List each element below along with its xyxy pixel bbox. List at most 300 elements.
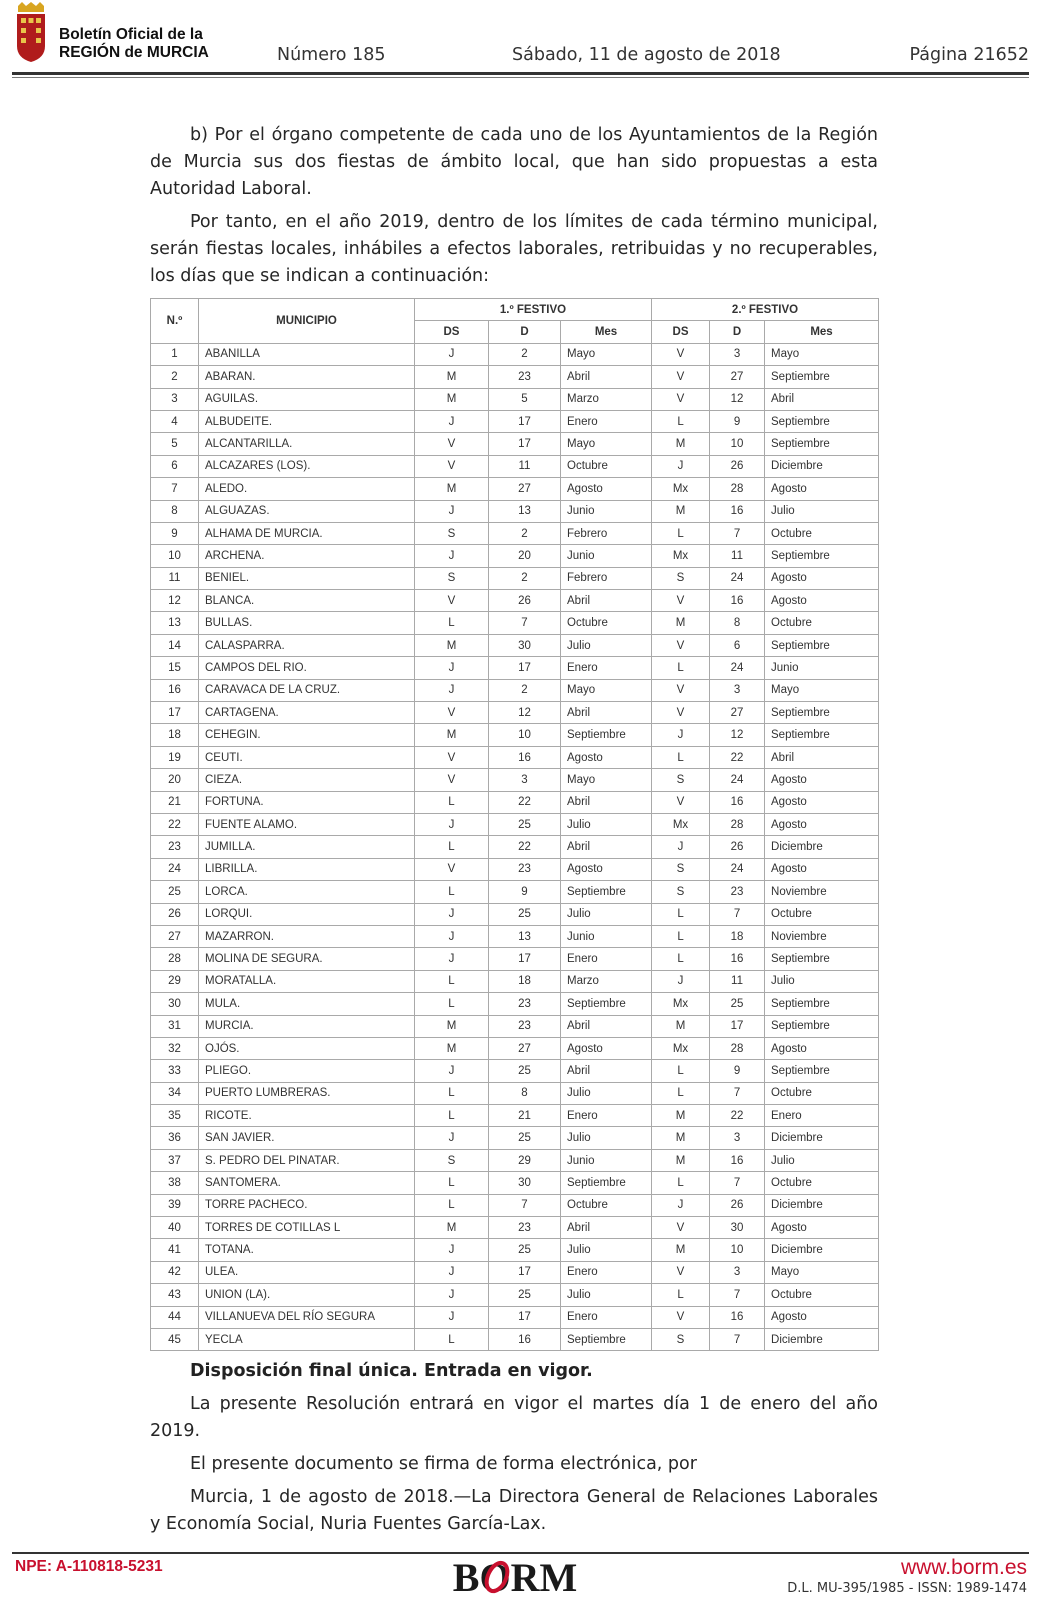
paragraph: La presente Resolución entrará en vigor el martes día 1 de enero del año 2019. — [150, 1394, 878, 1441]
municipality-cell: AGUILAS. — [199, 388, 415, 410]
col-header-number: N.º — [151, 299, 199, 344]
row-number-cell: 35 — [151, 1105, 199, 1127]
table-row — [151, 455, 879, 477]
second-day-cell: 26 — [710, 1194, 765, 1216]
issue-number: Número 185 — [277, 45, 386, 65]
first-month-cell: Enero — [561, 657, 652, 679]
row-number-cell: 18 — [151, 724, 199, 746]
table-row — [151, 679, 879, 701]
first-month-cell: Enero — [561, 948, 652, 970]
section-heading: Disposición final única. Entrada en vigor. — [190, 1361, 593, 1381]
col-header-municipality: MUNICIPIO — [199, 299, 415, 344]
first-month-cell: Mayo — [561, 769, 652, 791]
row-number-cell: 23 — [151, 836, 199, 858]
first-weekday-cell: J — [415, 545, 489, 567]
municipality-cell: LIBRILLA. — [199, 858, 415, 880]
table-row — [151, 1127, 879, 1149]
municipality-cell: BENIEL. — [199, 567, 415, 589]
first-month-cell: Julio — [561, 903, 652, 925]
row-number-cell: 19 — [151, 746, 199, 768]
first-weekday-cell: L — [415, 881, 489, 903]
table-row — [151, 478, 879, 500]
row-number-cell: 2 — [151, 366, 199, 388]
second-weekday-cell: S — [652, 769, 710, 791]
first-day-cell: 23 — [489, 858, 561, 880]
legal-deposit: D.L. MU-395/1985 - ISSN: 1989-1474 — [787, 1581, 1027, 1596]
second-day-cell: 3 — [710, 1261, 765, 1283]
second-weekday-cell: S — [652, 881, 710, 903]
first-month-cell: Julio — [561, 1239, 652, 1261]
first-weekday-cell: V — [415, 769, 489, 791]
second-month-cell: Noviembre — [765, 881, 879, 903]
row-number-cell: 5 — [151, 433, 199, 455]
first-month-cell: Abril — [561, 791, 652, 813]
first-weekday-cell: V — [415, 858, 489, 880]
first-month-cell: Junio — [561, 545, 652, 567]
first-month-cell: Junio — [561, 1149, 652, 1171]
first-day-cell: 23 — [489, 1217, 561, 1239]
second-month-cell: Octubre — [765, 1172, 879, 1194]
first-day-cell: 17 — [489, 410, 561, 432]
first-month-cell: Julio — [561, 1127, 652, 1149]
first-month-cell: Febrero — [561, 567, 652, 589]
second-month-cell: Septiembre — [765, 634, 879, 656]
second-day-cell: 25 — [710, 993, 765, 1015]
first-day-cell: 30 — [489, 1172, 561, 1194]
first-weekday-cell: J — [415, 1239, 489, 1261]
row-number-cell: 27 — [151, 925, 199, 947]
second-weekday-cell: L — [652, 657, 710, 679]
local-holidays-table — [150, 298, 879, 1351]
municipality-cell: TORRE PACHECO. — [199, 1194, 415, 1216]
second-day-cell: 22 — [710, 746, 765, 768]
second-weekday-cell: V — [652, 634, 710, 656]
second-day-cell: 24 — [710, 769, 765, 791]
brand-line-2: REGIÓN de MURCIA — [59, 44, 209, 61]
first-weekday-cell: J — [415, 410, 489, 432]
second-day-cell: 28 — [710, 1037, 765, 1059]
second-day-cell: 18 — [710, 925, 765, 947]
first-weekday-cell: L — [415, 1172, 489, 1194]
table-row — [151, 410, 879, 432]
second-weekday-cell: L — [652, 1082, 710, 1104]
first-month-cell: Marzo — [561, 970, 652, 992]
second-day-cell: 16 — [710, 948, 765, 970]
municipality-cell: ALGUAZAS. — [199, 500, 415, 522]
second-month-cell: Mayo — [765, 1261, 879, 1283]
row-number-cell: 7 — [151, 478, 199, 500]
second-weekday-cell: J — [652, 1194, 710, 1216]
second-day-cell: 17 — [710, 1015, 765, 1037]
second-day-cell: 12 — [710, 724, 765, 746]
municipality-cell: BLANCA. — [199, 590, 415, 612]
first-weekday-cell: J — [415, 1127, 489, 1149]
row-number-cell: 45 — [151, 1328, 199, 1350]
second-month-cell: Septiembre — [765, 366, 879, 388]
first-weekday-cell: L — [415, 791, 489, 813]
first-weekday-cell: M — [415, 478, 489, 500]
first-month-cell: Julio — [561, 634, 652, 656]
table-row — [151, 657, 879, 679]
table-row — [151, 1194, 879, 1216]
page-header — [12, 0, 1029, 80]
row-number-cell: 29 — [151, 970, 199, 992]
row-number-cell: 32 — [151, 1037, 199, 1059]
municipality-cell: MORATALLA. — [199, 970, 415, 992]
borm-logo — [440, 1555, 590, 1597]
header-rule — [12, 72, 1029, 75]
first-month-cell: Julio — [561, 1284, 652, 1306]
first-weekday-cell: J — [415, 1306, 489, 1328]
municipality-cell: PUERTO LUMBRERAS. — [199, 1082, 415, 1104]
first-day-cell: 2 — [489, 343, 561, 365]
municipality-cell: YECLA — [199, 1328, 415, 1350]
second-day-cell: 7 — [710, 903, 765, 925]
row-number-cell: 26 — [151, 903, 199, 925]
first-weekday-cell: L — [415, 1082, 489, 1104]
municipality-cell: UNION (LA). — [199, 1284, 415, 1306]
first-weekday-cell: L — [415, 1105, 489, 1127]
second-weekday-cell: L — [652, 1284, 710, 1306]
bulletin-brand — [59, 26, 209, 62]
first-weekday-cell: V — [415, 433, 489, 455]
municipality-cell: SANTOMERA. — [199, 1172, 415, 1194]
second-weekday-cell: Mx — [652, 478, 710, 500]
paragraph: Por tanto, en el año 2019, dentro de los límites de cada término municipal, serán fiestas locales, inhábiles a efectos laborales, retribuidas y no recuperables, los días que se indican a continuación: — [150, 212, 878, 286]
second-day-cell: 16 — [710, 590, 765, 612]
municipality-cell: MURCIA. — [199, 1015, 415, 1037]
second-weekday-cell: V — [652, 1217, 710, 1239]
signature-paragraph: Murcia, 1 de agosto de 2018.—La Directora General de Relaciones Laborales y Economía Social, Nuria Fuentes García-Lax. — [150, 1487, 878, 1534]
second-day-cell: 9 — [710, 410, 765, 432]
second-month-cell: Septiembre — [765, 1060, 879, 1082]
second-month-cell: Septiembre — [765, 724, 879, 746]
second-month-cell: Agosto — [765, 858, 879, 880]
second-month-cell: Agosto — [765, 567, 879, 589]
row-number-cell: 33 — [151, 1060, 199, 1082]
second-day-cell: 16 — [710, 500, 765, 522]
second-month-cell: Agosto — [765, 1037, 879, 1059]
second-day-cell: 7 — [710, 1082, 765, 1104]
second-weekday-cell: M — [652, 1239, 710, 1261]
first-weekday-cell: V — [415, 455, 489, 477]
first-weekday-cell: V — [415, 702, 489, 724]
municipality-cell: CARTAGENA. — [199, 702, 415, 724]
second-weekday-cell: V — [652, 702, 710, 724]
second-weekday-cell: J — [652, 724, 710, 746]
row-number-cell: 28 — [151, 948, 199, 970]
row-number-cell: 15 — [151, 657, 199, 679]
second-weekday-cell: J — [652, 455, 710, 477]
first-day-cell: 3 — [489, 769, 561, 791]
first-day-cell: 17 — [489, 433, 561, 455]
row-number-cell: 8 — [151, 500, 199, 522]
second-weekday-cell: V — [652, 1306, 710, 1328]
second-weekday-cell: L — [652, 948, 710, 970]
row-number-cell: 44 — [151, 1306, 199, 1328]
municipality-cell: OJÓS. — [199, 1037, 415, 1059]
municipality-cell: PLIEGO. — [199, 1060, 415, 1082]
row-number-cell: 24 — [151, 858, 199, 880]
second-day-cell: 23 — [710, 881, 765, 903]
second-month-cell: Septiembre — [765, 410, 879, 432]
table-row — [151, 1328, 879, 1350]
first-month-cell: Abril — [561, 1015, 652, 1037]
second-day-cell: 10 — [710, 1239, 765, 1261]
second-month-cell: Agosto — [765, 813, 879, 835]
first-day-cell: 17 — [489, 1261, 561, 1283]
second-day-cell: 28 — [710, 813, 765, 835]
col-header-month: Mes — [765, 321, 879, 343]
row-number-cell: 6 — [151, 455, 199, 477]
second-day-cell: 26 — [710, 455, 765, 477]
second-month-cell: Septiembre — [765, 433, 879, 455]
col-header-day: D — [489, 321, 561, 343]
first-month-cell: Septiembre — [561, 993, 652, 1015]
municipality-cell: S. PEDRO DEL PINATAR. — [199, 1149, 415, 1171]
first-month-cell: Julio — [561, 813, 652, 835]
second-weekday-cell: M — [652, 1015, 710, 1037]
second-weekday-cell: Mx — [652, 993, 710, 1015]
table-row — [151, 836, 879, 858]
table-row — [151, 1060, 879, 1082]
table-row — [151, 634, 879, 656]
first-day-cell: 10 — [489, 724, 561, 746]
first-weekday-cell: S — [415, 522, 489, 544]
row-number-cell: 43 — [151, 1284, 199, 1306]
first-month-cell: Mayo — [561, 679, 652, 701]
first-weekday-cell: M — [415, 1015, 489, 1037]
first-month-cell: Septiembre — [561, 881, 652, 903]
first-month-cell: Septiembre — [561, 724, 652, 746]
first-day-cell: 13 — [489, 925, 561, 947]
row-number-cell: 11 — [151, 567, 199, 589]
first-month-cell: Abril — [561, 366, 652, 388]
second-day-cell: 7 — [710, 1328, 765, 1350]
first-day-cell: 23 — [489, 1015, 561, 1037]
first-month-cell: Junio — [561, 925, 652, 947]
closing-section — [150, 1358, 878, 1544]
first-weekday-cell: L — [415, 970, 489, 992]
municipality-cell: CARAVACA DE LA CRUZ. — [199, 679, 415, 701]
table-row — [151, 746, 879, 768]
first-day-cell: 9 — [489, 881, 561, 903]
second-day-cell: 16 — [710, 1149, 765, 1171]
first-weekday-cell: J — [415, 903, 489, 925]
first-day-cell: 25 — [489, 1284, 561, 1306]
second-month-cell: Diciembre — [765, 1194, 879, 1216]
table-row — [151, 590, 879, 612]
second-day-cell: 11 — [710, 970, 765, 992]
table-row — [151, 791, 879, 813]
second-month-cell: Octubre — [765, 1082, 879, 1104]
first-weekday-cell: M — [415, 366, 489, 388]
municipality-cell: MULA. — [199, 993, 415, 1015]
municipality-cell: CEHEGIN. — [199, 724, 415, 746]
first-weekday-cell: L — [415, 1194, 489, 1216]
second-month-cell: Octubre — [765, 903, 879, 925]
row-number-cell: 12 — [151, 590, 199, 612]
municipality-cell: RICOTE. — [199, 1105, 415, 1127]
second-month-cell: Agosto — [765, 1217, 879, 1239]
first-day-cell: 16 — [489, 1328, 561, 1350]
municipality-cell: BULLAS. — [199, 612, 415, 634]
table-row — [151, 522, 879, 544]
second-weekday-cell: V — [652, 343, 710, 365]
table-row — [151, 1261, 879, 1283]
row-number-cell: 25 — [151, 881, 199, 903]
first-day-cell: 27 — [489, 1037, 561, 1059]
second-weekday-cell: L — [652, 1172, 710, 1194]
second-day-cell: 6 — [710, 634, 765, 656]
second-month-cell: Septiembre — [765, 948, 879, 970]
second-weekday-cell: S — [652, 858, 710, 880]
second-month-cell: Agosto — [765, 791, 879, 813]
first-day-cell: 8 — [489, 1082, 561, 1104]
col-header-month: Mes — [561, 321, 652, 343]
table-row — [151, 1105, 879, 1127]
table-row — [151, 1015, 879, 1037]
first-day-cell: 7 — [489, 612, 561, 634]
second-weekday-cell: S — [652, 1328, 710, 1350]
table-row — [151, 1284, 879, 1306]
second-day-cell: 7 — [710, 1284, 765, 1306]
first-day-cell: 18 — [489, 970, 561, 992]
second-month-cell: Julio — [765, 970, 879, 992]
table-row — [151, 612, 879, 634]
first-day-cell: 25 — [489, 903, 561, 925]
table-row — [151, 858, 879, 880]
first-weekday-cell: L — [415, 1328, 489, 1350]
second-month-cell: Agosto — [765, 1306, 879, 1328]
second-month-cell: Septiembre — [765, 1015, 879, 1037]
first-month-cell: Septiembre — [561, 1172, 652, 1194]
website-link[interactable]: www.borm.es — [900, 1556, 1027, 1579]
first-month-cell: Septiembre — [561, 1328, 652, 1350]
second-day-cell: 16 — [710, 1306, 765, 1328]
second-day-cell: 3 — [710, 1127, 765, 1149]
table-row — [151, 993, 879, 1015]
table-row — [151, 702, 879, 724]
second-weekday-cell: Mx — [652, 1037, 710, 1059]
second-month-cell: Septiembre — [765, 993, 879, 1015]
first-day-cell: 2 — [489, 567, 561, 589]
table-row — [151, 813, 879, 835]
brand-line-1: Boletín Oficial de la — [59, 26, 203, 43]
row-number-cell: 1 — [151, 343, 199, 365]
row-number-cell: 3 — [151, 388, 199, 410]
first-month-cell: Abril — [561, 1060, 652, 1082]
first-month-cell: Marzo — [561, 388, 652, 410]
first-month-cell: Abril — [561, 590, 652, 612]
municipality-cell: ABARAN. — [199, 366, 415, 388]
first-day-cell: 25 — [489, 813, 561, 835]
second-weekday-cell: L — [652, 522, 710, 544]
second-day-cell: 24 — [710, 657, 765, 679]
first-weekday-cell: J — [415, 925, 489, 947]
first-month-cell: Octubre — [561, 1194, 652, 1216]
first-weekday-cell: L — [415, 993, 489, 1015]
paragraph: El presente documento se firma de forma electrónica, por — [190, 1454, 697, 1474]
municipality-cell: MOLINA DE SEGURA. — [199, 948, 415, 970]
first-weekday-cell: J — [415, 657, 489, 679]
first-weekday-cell: V — [415, 590, 489, 612]
municipality-cell: ALBUDEITE. — [199, 410, 415, 432]
second-month-cell: Junio — [765, 657, 879, 679]
second-month-cell: Noviembre — [765, 925, 879, 947]
second-day-cell: 27 — [710, 702, 765, 724]
municipality-cell: ALCANTARILLA. — [199, 433, 415, 455]
second-weekday-cell: Mx — [652, 813, 710, 835]
first-day-cell: 25 — [489, 1239, 561, 1261]
municipality-cell: TORRES DE COTILLAS L — [199, 1217, 415, 1239]
table-row — [151, 1149, 879, 1171]
second-day-cell: 26 — [710, 836, 765, 858]
first-day-cell: 29 — [489, 1149, 561, 1171]
municipality-cell: ALCAZARES (LOS). — [199, 455, 415, 477]
municipality-cell: MAZARRON. — [199, 925, 415, 947]
row-number-cell: 4 — [151, 410, 199, 432]
table-row — [151, 970, 879, 992]
issue-date: Sábado, 11 de agosto de 2018 — [512, 45, 781, 65]
second-weekday-cell: L — [652, 746, 710, 768]
first-weekday-cell: V — [415, 746, 489, 768]
row-number-cell: 14 — [151, 634, 199, 656]
table-row — [151, 1239, 879, 1261]
second-month-cell: Octubre — [765, 522, 879, 544]
first-day-cell: 16 — [489, 746, 561, 768]
table-body — [151, 343, 879, 1351]
row-number-cell: 10 — [151, 545, 199, 567]
municipality-cell: ABANILLA — [199, 343, 415, 365]
row-number-cell: 31 — [151, 1015, 199, 1037]
second-weekday-cell: L — [652, 410, 710, 432]
first-month-cell: Enero — [561, 1261, 652, 1283]
table-row — [151, 903, 879, 925]
second-weekday-cell: L — [652, 1060, 710, 1082]
second-month-cell: Agosto — [765, 769, 879, 791]
first-day-cell: 26 — [489, 590, 561, 612]
first-weekday-cell: M — [415, 724, 489, 746]
second-month-cell: Agosto — [765, 478, 879, 500]
first-day-cell: 21 — [489, 1105, 561, 1127]
first-day-cell: 2 — [489, 522, 561, 544]
second-day-cell: 16 — [710, 791, 765, 813]
first-weekday-cell: M — [415, 388, 489, 410]
row-number-cell: 42 — [151, 1261, 199, 1283]
second-day-cell: 3 — [710, 343, 765, 365]
second-weekday-cell: V — [652, 388, 710, 410]
municipality-cell: ARCHENA. — [199, 545, 415, 567]
col-header-weekday: DS — [415, 321, 489, 343]
col-header-day: D — [710, 321, 765, 343]
second-month-cell: Mayo — [765, 343, 879, 365]
second-weekday-cell: M — [652, 500, 710, 522]
second-weekday-cell: V — [652, 791, 710, 813]
municipality-cell: LORCA. — [199, 881, 415, 903]
first-day-cell: 11 — [489, 455, 561, 477]
second-month-cell: Julio — [765, 1149, 879, 1171]
first-month-cell: Agosto — [561, 746, 652, 768]
table-row — [151, 433, 879, 455]
table-row — [151, 1082, 879, 1104]
first-month-cell: Enero — [561, 410, 652, 432]
second-weekday-cell: Mx — [652, 545, 710, 567]
first-weekday-cell: J — [415, 813, 489, 835]
first-day-cell: 25 — [489, 1127, 561, 1149]
first-weekday-cell: J — [415, 1060, 489, 1082]
first-weekday-cell: S — [415, 567, 489, 589]
